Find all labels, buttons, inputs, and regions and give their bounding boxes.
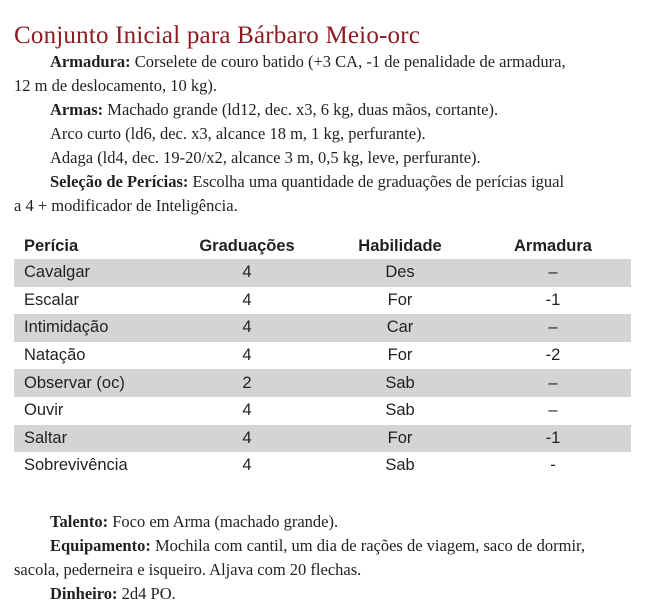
dinheiro-label: Dinheiro: (50, 584, 118, 603)
cell-grad: 2 (242, 373, 252, 392)
armas-item-1: Machado grande (ld12, dec. x3, 6 kg, duas mãos, cortante). (103, 100, 499, 119)
dinheiro-line (50, 582, 176, 606)
selecao-text-2: a 4 + modificador de Inteligência. (14, 196, 238, 215)
armas-label: Armas: (50, 100, 104, 119)
cell-hab: For (387, 428, 413, 447)
equipamento-line1 (50, 534, 585, 558)
header-armadura: Armadura (514, 236, 592, 255)
cell-grad: 4 (242, 290, 252, 309)
cell-grad: 4 (242, 401, 252, 420)
cell-grad: 4 (242, 346, 252, 365)
armadura-text-2: 12 m de deslocamento, 10 kg). (14, 76, 217, 95)
cell-skill: Escalar (24, 290, 80, 309)
cell-grad: 4 (242, 263, 252, 282)
equipamento-text-1: Mochila com cantil, um dia de rações de viagem, saco de dormir, (150, 536, 586, 555)
table-row (14, 259, 631, 287)
cell-skill: Sobrevivência (24, 456, 128, 475)
page-title: Conjunto Inicial para Bárbaro Meio-orc (14, 22, 421, 49)
selecao-line1 (50, 170, 564, 194)
equipamento-label: Equipamento: (50, 536, 151, 555)
table-header (14, 233, 631, 259)
header-habilidade: Habilidade (358, 236, 442, 255)
cell-grad: 4 (242, 428, 252, 447)
armas-line1 (50, 98, 498, 122)
cell-skill: Observar (oc) (24, 373, 125, 392)
cell-hab: Sab (385, 373, 415, 392)
armadura-line2 (14, 74, 217, 98)
cell-arm: -2 (545, 346, 561, 365)
cell-arm: – (548, 401, 558, 420)
table-row (14, 452, 631, 480)
header-skill: Perícia (24, 236, 79, 255)
cell-arm: -1 (545, 428, 561, 447)
table-row (14, 342, 631, 370)
cell-hab: Car (386, 318, 414, 337)
cell-arm: -1 (545, 290, 561, 309)
dinheiro-text: 2d4 PO. (117, 584, 176, 603)
armas-item-3: Adaga (ld4, dec. 19-20/x2, alcance 3 m, 0,5 kg, leve, perfurante). (50, 148, 481, 167)
cell-arm: – (548, 318, 558, 337)
selecao-label: Seleção de Perícias: (50, 172, 189, 191)
talento-label: Talento: (50, 512, 109, 531)
cell-hab: For (387, 346, 413, 365)
cell-skill: Intimidação (24, 318, 109, 337)
table-row (14, 314, 631, 342)
table-row (14, 397, 631, 425)
cell-hab: Sab (385, 401, 415, 420)
armas-item-2: Arco curto (ld6, dec. x3, alcance 18 m, 1 kg, perfurante). (50, 124, 426, 143)
cell-hab: For (387, 290, 413, 309)
cell-skill: Cavalgar (24, 263, 91, 282)
selecao-text-1: Escolha uma quantidade de graduações de perícias igual (188, 172, 565, 191)
table-row (14, 425, 631, 453)
cell-arm: – (548, 373, 558, 392)
cell-skill: Natação (24, 346, 86, 365)
equipamento-text-2: sacola, pederneira e isqueiro. Aljava com 20 flechas. (14, 560, 362, 579)
cell-hab: Des (385, 263, 415, 282)
armadura-text-1: Corselete de couro batido (+3 CA, -1 de penalidade de armadura, (130, 52, 566, 71)
cell-arm: - (550, 456, 556, 475)
cell-grad: 4 (242, 318, 252, 337)
armadura-label: Armadura: (50, 52, 131, 71)
talento-line (50, 510, 338, 534)
cell-skill: Saltar (24, 428, 68, 447)
cell-skill: Ouvir (24, 401, 64, 420)
header-graduacoes: Graduações (199, 236, 295, 255)
cell-arm: – (548, 263, 558, 282)
cell-grad: 4 (242, 456, 252, 475)
armadura-line1 (50, 50, 566, 74)
cell-hab: Sab (385, 456, 415, 475)
table-row (14, 287, 631, 315)
table-row (14, 369, 631, 397)
skills-table (14, 233, 631, 480)
talento-text: Foco em Arma (machado grande). (108, 512, 339, 531)
